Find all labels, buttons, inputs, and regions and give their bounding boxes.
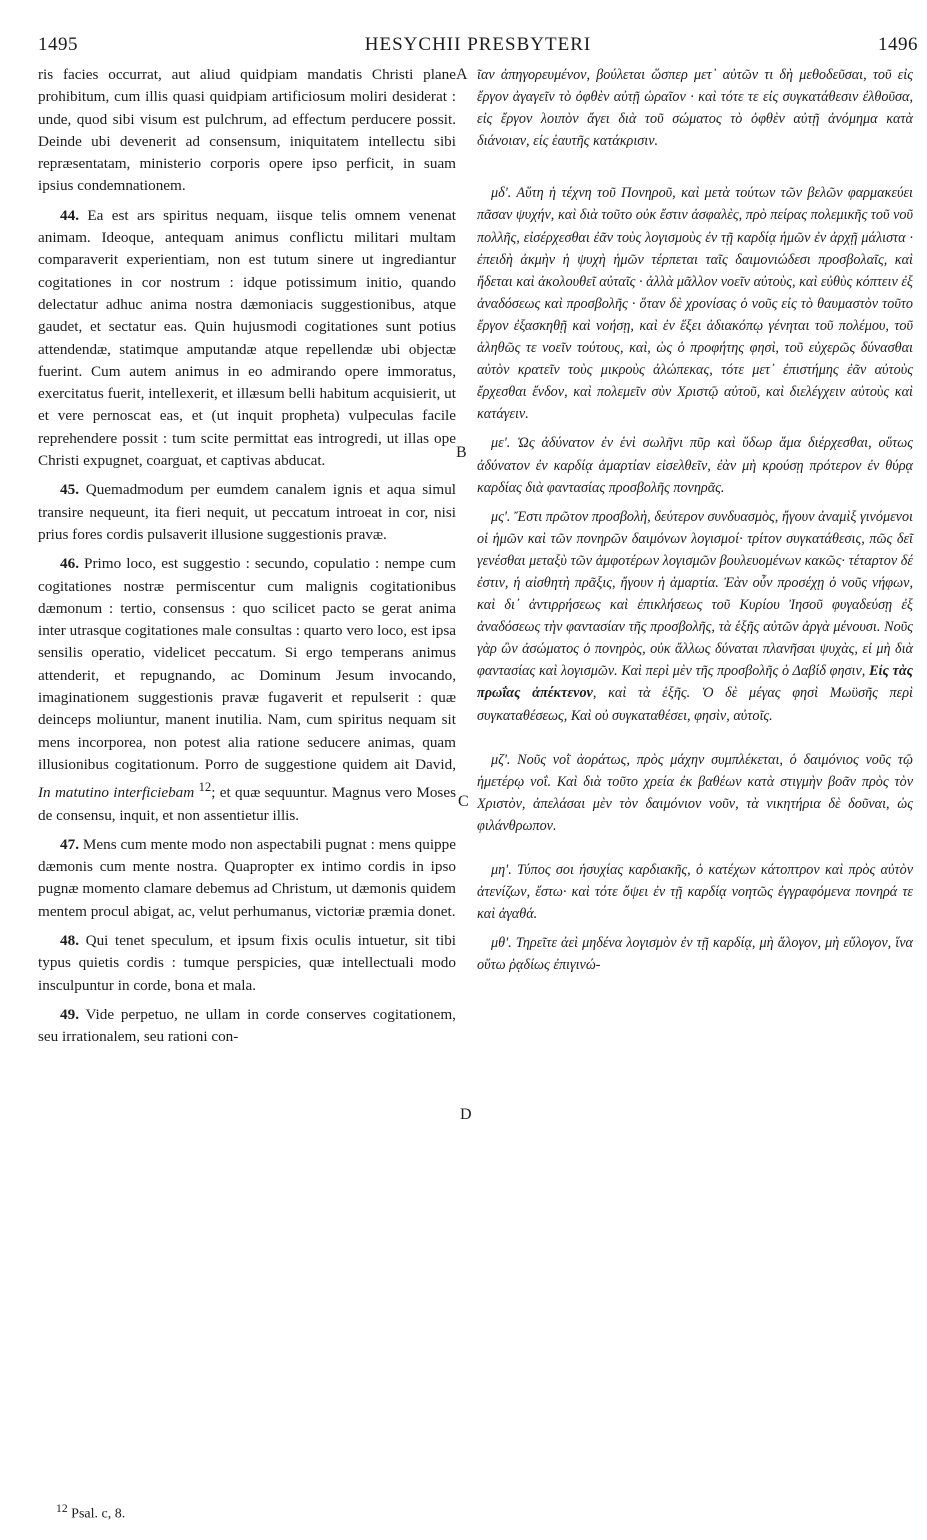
greek-paragraph-intro: ῖαν ἀπηγορευμένον, βούλεται ὥσπερ μετ᾽ αὐτῶν τι δὴ μεθοδεῦσαι, τοῦ εἰς ἔργον ἀγαγεῖν τὸ ὀφθὲν αὐτῇ ὡραῖον · καὶ τότε τε εἰς συγκατάθεσιν ἐλθοῦσα, εἰς ἔργον λοιπὸν ἄγει διὰ τοῦ σώματος τὸ ὀφθὲν αὐτῇ ἀνόμημα κατὰ διάνοιαν, εἰς ἑαυτῆς κατάκρισιν.	[477, 67, 913, 150]
section-number: 49.	[60, 1005, 79, 1023]
page-number-left: 1495	[38, 34, 78, 55]
greek-paragraph-46: μς'. Ἔστι πρῶτον προσβολὴ, δεύτερον συνδυασμὸς, ἤγουν ἀναμὶξ γινόμενοι οἱ ἡμῶν καὶ τῶν πονηρῶν δαιμόνων λογισμοί· τρίτον συγκατάθεσις, πῶς δεῖ γενέσθαι μεταξὺ τῶν ἀμφοτέρων λογισμῶν βουλευομένων κακῶς· τέταρτον δέ ἐστιν, ἡ αἰσθητὴ πρᾶξις, ἤγουν ἡ ἁμαρτία. Ἐὰν οὖν προσέχῃ ὁ νοῦς νήφων, καὶ δι᾽ ἀντιρρήσεως καὶ ἐπικλήσεως τοῦ Κυρίου Ἰησοῦ φυγαδεύσῃ ἐξ ἀναδόσεως τὴν φαντασίαν τῆς προσβολῆς, τὰ ἑξῆς αὐτῶν ἀργὰ μένουσι. Νοῦς γὰρ ὢν ἀσώματος ὁ πονηρὸς, οὐκ ἄλλως δύναται πλανῆσαι ψυχὰς, εἰ μὴ διὰ φαντασίας καὶ λογισμῶν. Καὶ περὶ μὲν τῆς προσβολῆς ὁ Δαβίδ φησιν, Εἰς τὰς πρωΐας ἀπέκτενον, καὶ τὰ ἑξῆς. Ὁ δὲ μέγας φησὶ Μωϋσῆς περὶ συγκαταθέσεως, Καὶ οὐ συγκαταθέσει, φησὶν, αὐτοῖς.	[477, 508, 913, 724]
greek-column	[477, 64, 913, 983]
latin-paragraph-49: 49. Vide perpetuo, ne ullam in corde conserves cogitationem, seu irrationalem, seu rationi con-	[38, 1005, 456, 1046]
margin-marker-b: B	[456, 444, 467, 461]
margin-marker-a: A	[456, 66, 468, 83]
page-header	[38, 34, 918, 60]
latin-paragraph-44: 44. Ea est ars spiritus nequam, iisque telis omnem venenat animam. Ideoque, antequam animus conflictu militari multam comparaverit experientiam, non est tutum sinere ut ingrediantur cogitationes in cor nostrum : idque potissimum initio, quando delectatur adhuc anima nostra dæmoniacis suggestionibus, atque gaudet, et sectatur eas. Quin hujusmodi cogitationes sunt potius attendendæ, statimque amputandæ atque repellendæ ubi objectæ fuerint. Cum autem animus in eo admirando opere immoratus, exercitatus fuerit, intellexerit, et illæsum belli habitum acquisierit, ut et vere pernoscat eas, et (ut inquit propheta) vulpeculas facile reprehendere possit : tum scite permittat eas introgredi, ut illas ope Christi expugnet, coarguat, et captivas abducat.	[38, 206, 457, 470]
section-number: 48.	[60, 932, 79, 950]
footnote-number: 12	[56, 1502, 68, 1515]
greek-paragraph-44: μδ'. Αὕτη ἡ τέχνη τοῦ Πονηροῦ, καὶ μετὰ τούτων τῶν βελῶν φαρμακεύει πᾶσαν ψυχήν, καὶ διὰ τοῦτο οὐκ ἔστιν ἀσφαλὲς, πρὸ πείρας πολεμικῆς τοῦ νοῦ πολλῆς, εἰσέρχεσθαι ἐᾶν τοὺς λογισμοὺς ἐν τῇ καρδίᾳ ἡμῶν ἐν ἀρχῇ μάλιστα · ἐπειδὴ ἀκμὴν ἡ ψυχὴ ἡμῶν τέρπεται ταῖς δαιμονιώδεσι προσβολαῖς, καὶ ἥδεται καὶ ἀκολουθεῖ αὐταῖς · ἀλλὰ μᾶλλον νοεῖν αὐτοὺς, καὶ εὐθὺς κόπτειν ἐξ ἀναδόσεως καὶ προσβολῆς · ὅταν δὲ χρονίσας ὁ νοῦς εἰς τὸ θαυμαστὸν τοῦτο ἔργον ἐξασκηθῇ καὶ νοήσῃ, καὶ ἐν ἕξει ἀδιακόπῳ γένηται τοῦ πολέμου, τοῦ ἀληθῶς τε νοεῖν τούτους, καὶ, ὡς ὁ προφήτης φησὶ, τοῦ εὐχερῶς δύνασθαι αὐτὸν κρατεῖν τοὺς μικροὺς ἀλώπεκας, τότε μετ᾽ ἐπιστήμης ἐᾶν αὐτοὺς ἔρχεσθαι ἔνδον, καὶ πολεμεῖν σὺν Χριστῷ αὐτοῦ, καὶ διελέγχειν αὐτοὺς καὶ κατάγειν.	[477, 185, 913, 423]
greek-paragraph-47: μζ'. Νοῦς νοῒ ἀοράτως, πρὸς μάχην συμπλέκεται, ὁ δαιμόνιος νοῦς τῷ ἡμετέρῳ νοΐ. Καὶ διὰ τοῦτο χρεία ἐκ βαθέων κατὰ στιγμὴν βοᾶν πρὸς τὸν Χριστὸν, ἀπελάσαι μὲν τὸν δαιμόνιον νοῦν, τὰ νικητήρια δὲ δοῦναι, ὡς φιλάνθρωπον.	[477, 751, 913, 834]
latin-column	[38, 64, 456, 1056]
greek-paragraph-49: μθ'. Τηρεῖτε ἀεὶ μηδένα λογισμὸν ἐν τῇ καρδίᾳ, μὴ ἄλογον, μὴ εὔλογον, ἵνα οὕτω ῥᾳδίως ἐπιγινώ-	[477, 935, 913, 974]
latin-paragraph-48: 48. Qui tenet speculum, et ipsum fixis oculis intuetur, sit tibi typus quietis cordis : tumque perspicies, quæ intellectuali modo insculpuntur in corde, bona et mala.	[38, 932, 457, 994]
greek-paragraph-45: με'. Ὡς ἀδύνατον ἐν ἑνὶ σωλῆνι πῦρ καὶ ὕδωρ ἅμα διέρχεσθαι, οὕτως ἀδύνατον ἐν καρδίᾳ ἁμαρτίαν εἰσελθεῖν, ἐὰν μὴ κρούσῃ πρότερον ἐν θύρᾳ καρδίας διὰ φαντασίας προσβολῆς πονηρᾶς.	[477, 435, 913, 496]
footnote	[56, 1502, 125, 1523]
page-number-right: 1496	[878, 34, 918, 55]
running-title: HESYCHII PRESBYTERI	[364, 34, 592, 55]
section-number: 44.	[60, 206, 79, 224]
latin-paragraph-46: 46. Primo loco, est suggestio : secundo, copulatio : nempe cum cogitationes nostræ permiscentur cum malignis cogitationibus dæmonum : tertio, consensus : quo scilicet pacto se gerat anima inter utrasque cogitationes male consultas : quarto vero loco, est ipsa sensilis operatio, videlicet peccatum. Si ergo temperans animus attenderit, et repugnando, ac Dominum Jesum invocando, imaginationem suggestionis pravæ fugaverit et repulserit : quæ deinceps moliuntur, manent inutilia. Nam, cum spiritus nequam sit mens incorporea, non potest alia ratione seducere animas, quam illusionibus cogitationum. Porro de suggestione quidem ait David, In matutino interficiebam $^{12}$; et quæ sequuntur. Magnus vero Moses de consensu, inquit, et non assentietur illis.	[38, 555, 456, 824]
latin-paragraph-47: 47. Mens cum mente modo non aspectabili pugnat : mens quippe dæmonis cum mente nostra. Quapropter ex intimo cordis in ipso pugnæ momento clamare debemus ad Christum, ut dæmonis quidem mentem procul abigat, ac, velut perhumanus, victoriæ præmia donet.	[38, 835, 456, 920]
latin-paragraph-45: 45. Quemadmodum per eumdem canalem ignis et aqua simul transire nequeunt, ita fieri nequit, ut peccatum introeat in cor, nisi prius fores cordis pulsaverit illusione suggestionis pravæ.	[38, 481, 457, 543]
latin-paragraph-intro: ris facies occurrat, aut aliud quidpiam mandatis Christi plane prohibitum, cum illis quasi quidpiam artificiosum moliri desiderat : unde, quod sibi visum est pulchrum, ad effectum perducere possit. Deinde ubi devenerit ad consensum, iniquitatem intellectu sibi repræsentatam, ministerio corporis opere ipso perficit, in suam ipsius condemnationem.	[38, 66, 456, 195]
margin-marker-c: C	[458, 793, 469, 810]
section-number: 46.	[60, 555, 79, 573]
scripture-quote: Εἰς τὰς πρωΐας ἀπέκτενον	[477, 663, 913, 702]
section-number: 47.	[60, 835, 79, 853]
footnote-text: Psal. c, 8.	[71, 1506, 126, 1522]
scripture-quote: In matutino interficiebam	[38, 784, 195, 802]
footnote-ref: 12	[198, 780, 212, 795]
section-number: 45.	[60, 481, 79, 499]
margin-marker-d: D	[460, 1106, 472, 1123]
greek-paragraph-48: μη'. Τύπος σοι ἡσυχίας καρδιακῆς, ὁ κατέχων κάτοπτρον καὶ πρὸς αὐτὸν ἀτενίζων, ἔστω· καὶ τότε ὄψει ἐν τῇ καρδίᾳ νοητῶς ἐγγραφόμενα πονηρά τε καὶ ἀγαθά.	[477, 862, 913, 923]
